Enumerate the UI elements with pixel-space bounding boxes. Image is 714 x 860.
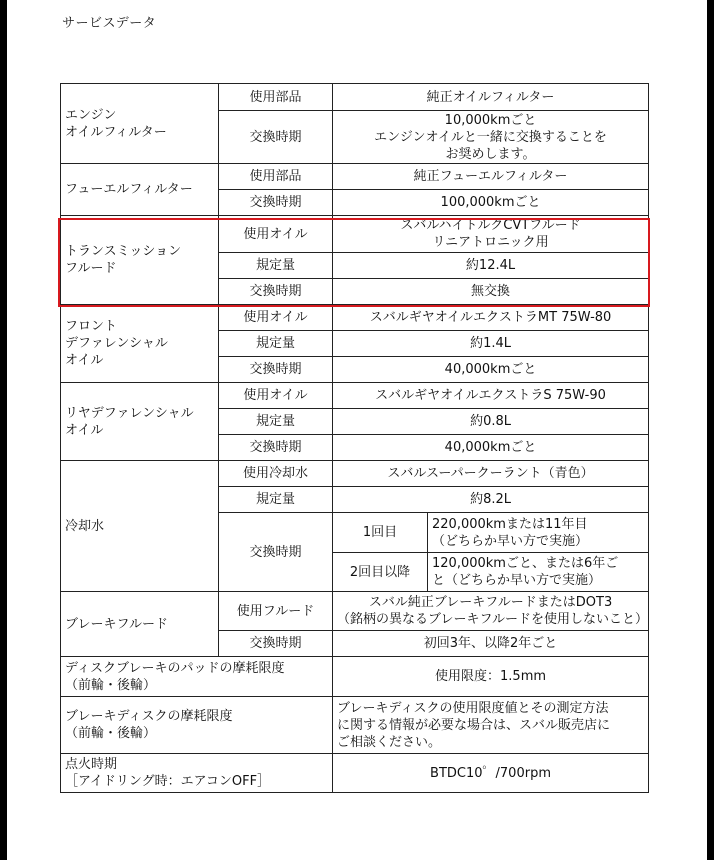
transmission-amount-label: 規定量 — [219, 253, 333, 279]
coolant-category: 冷却水 — [61, 461, 219, 592]
engine-oil-filter-part-label: 使用部品 — [219, 84, 333, 111]
front-diff-amount-label: 規定量 — [219, 331, 333, 357]
engine-oil-filter-interval-value: 10,000kmごと エンジンオイルと一緒に交換することを お奨めします。 — [333, 111, 649, 164]
rear-diff-category: リヤデファレンシャル オイル — [61, 383, 219, 461]
brake-fluid-type-label: 使用フルード — [219, 592, 333, 631]
brake-disc-wear-value: ブレーキディスクの使用限度値とその測定方法 に関する情報が必要な場合は、スバル販売店に ご相談ください。 — [333, 697, 649, 754]
fuel-filter-part-label: 使用部品 — [219, 164, 333, 190]
table-row — [61, 164, 649, 190]
table-row — [61, 84, 649, 111]
table-row — [61, 697, 649, 754]
coolant-second-value: 120,000kmごと、または6年ご と（どちらか早い方で実施） — [428, 553, 649, 592]
rear-diff-interval-value: 40,000kmごと — [333, 435, 649, 461]
front-diff-amount-value: 約1.4L — [333, 331, 649, 357]
brake-disc-wear-category: ブレーキディスクの摩耗限度 （前輪・後輪） — [61, 697, 333, 754]
coolant-amount-label: 規定量 — [219, 487, 333, 513]
coolant-first-value: 220,000kmまたは11年目 （どちらか早い方で実施） — [428, 513, 649, 553]
rear-diff-oil-label: 使用オイル — [219, 383, 333, 409]
coolant-type-label: 使用冷却水 — [219, 461, 333, 487]
page-title: サービスデータ — [62, 16, 157, 31]
coolant-amount-value: 約8.2L — [333, 487, 649, 513]
engine-oil-filter-part-value: 純正オイルフィルター — [333, 84, 649, 111]
coolant-first-label: 1回目 — [333, 513, 428, 553]
service-data-table — [60, 83, 649, 793]
engine-oil-filter-category: エンジン オイルフィルター — [61, 84, 219, 164]
front-diff-interval-label: 交換時期 — [219, 357, 333, 383]
rear-diff-oil-value: スバルギヤオイルエクストラS 75W-90 — [333, 383, 649, 409]
brake-fluid-interval-label: 交換時期 — [219, 631, 333, 657]
table-row — [61, 592, 649, 631]
rear-diff-amount-value: 約0.8L — [333, 409, 649, 435]
front-diff-oil-value: スバルギヤオイルエクストラMT 75W-80 — [333, 305, 649, 331]
brake-fluid-category: ブレーキフルード — [61, 592, 219, 657]
document-page — [7, 0, 707, 860]
rear-diff-amount-label: 規定量 — [219, 409, 333, 435]
table-row — [61, 216, 649, 253]
engine-oil-filter-interval-label: 交換時期 — [219, 111, 333, 164]
coolant-interval-label: 交換時期 — [219, 513, 333, 592]
table-row — [61, 461, 649, 487]
ignition-timing-category: 点火時期 ［アイドリング時：エアコンOFF］ — [61, 754, 333, 793]
front-diff-oil-label: 使用オイル — [219, 305, 333, 331]
fuel-filter-category: フューエルフィルター — [61, 164, 219, 216]
fuel-filter-part-value: 純正フューエルフィルター — [333, 164, 649, 190]
transmission-interval-value: 無交換 — [333, 279, 649, 305]
coolant-type-value: スバルスーパークーラント（青色） — [333, 461, 649, 487]
coolant-second-label: 2回目以降 — [333, 553, 428, 592]
table-row — [61, 754, 649, 793]
transmission-oil-value: スバルハイトルクCVTフルード リニアトロニック用 — [333, 216, 649, 253]
rear-diff-interval-label: 交換時期 — [219, 435, 333, 461]
transmission-amount-value: 約12.4L — [333, 253, 649, 279]
ignition-timing-value: BTDC10゜/700rpm — [333, 754, 649, 793]
fuel-filter-interval-value: 100,000kmごと — [333, 190, 649, 216]
front-diff-interval-value: 40,000kmごと — [333, 357, 649, 383]
table-row — [61, 305, 649, 331]
transmission-fluid-category: トランスミッション フルード — [61, 216, 219, 305]
transmission-oil-label: 使用オイル — [219, 216, 333, 253]
brake-fluid-type-value: スバル純正ブレーキフルードまたはDOT3 （銘柄の異なるブレーキフルードを使用しないこと） — [333, 592, 649, 631]
table-row — [61, 657, 649, 697]
transmission-interval-label: 交換時期 — [219, 279, 333, 305]
fuel-filter-interval-label: 交換時期 — [219, 190, 333, 216]
brake-fluid-interval-value: 初回3年、以降2年ごと — [333, 631, 649, 657]
table-row — [61, 383, 649, 409]
front-diff-category: フロント デファレンシャル オイル — [61, 305, 219, 383]
brake-pad-wear-category: ディスクブレーキのパッドの摩耗限度 （前輪・後輪） — [61, 657, 333, 697]
brake-pad-wear-value: 使用限度：1.5mm — [333, 657, 649, 697]
